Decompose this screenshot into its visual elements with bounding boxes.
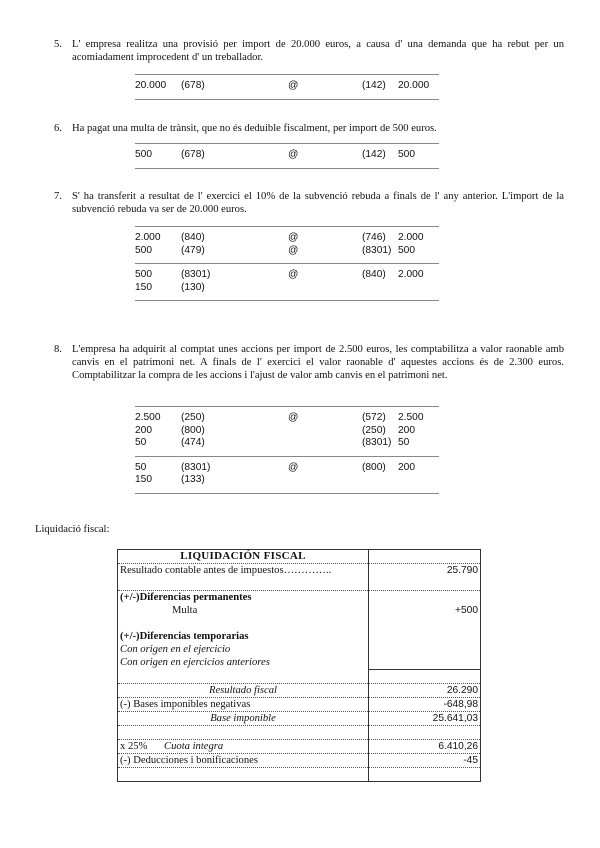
debit-amount: 500 bbox=[135, 244, 152, 256]
row-value: -45 bbox=[369, 753, 481, 767]
debit-account: (678) bbox=[181, 80, 205, 91]
row-label: Resultado contable antes de impuestos………….. bbox=[118, 564, 369, 591]
entry-row bbox=[135, 149, 439, 162]
row-label: (+/-)Diferencias permanentes bbox=[120, 592, 252, 603]
table-row bbox=[118, 767, 481, 781]
debit-account: (840) bbox=[181, 232, 205, 243]
table-row bbox=[118, 683, 481, 697]
debit-amount: 50 bbox=[135, 437, 147, 448]
entry-row bbox=[135, 245, 439, 258]
debit-account: (8301) bbox=[181, 269, 211, 280]
row-value: -648,98 bbox=[369, 697, 481, 711]
debit-amount: 200 bbox=[135, 424, 152, 436]
table-row bbox=[118, 591, 481, 670]
row-value: 6.410,26 bbox=[369, 739, 481, 753]
credit-amount: 500 bbox=[398, 244, 415, 256]
debit-account: (800) bbox=[181, 424, 205, 436]
debit-account: (474) bbox=[181, 437, 205, 448]
debit-amount: 2.000 bbox=[135, 232, 161, 243]
divider bbox=[135, 493, 439, 494]
entry-row bbox=[135, 282, 439, 295]
entry-row bbox=[135, 437, 439, 450]
credit-account: (746) bbox=[362, 232, 386, 243]
item-text: Ha pagat una multa de trànsit, que no és deduible fiscalment, per import de 500 euros. bbox=[72, 123, 437, 134]
debit-amount: 150 bbox=[135, 281, 152, 293]
table-row bbox=[118, 711, 481, 725]
item-number: 5. bbox=[54, 39, 62, 50]
credit-account: (250) bbox=[362, 424, 386, 436]
row-sublabel: Con origen en el ejercicio bbox=[120, 644, 231, 655]
entry-row bbox=[135, 412, 439, 425]
at-separator: @ bbox=[288, 80, 299, 91]
table-row bbox=[118, 564, 481, 591]
credit-amount: 500 bbox=[398, 149, 415, 160]
item-text: S' ha transferit a resultat de l' exercici el 10% de la subvenció rebuda a finals de l' any anterior. L'import de la subvenció rebuda va ser de 20.000 euros. bbox=[72, 191, 564, 215]
journal-entry-6 bbox=[135, 143, 439, 169]
item-number: 6. bbox=[54, 123, 62, 134]
debit-account: (130) bbox=[181, 281, 205, 293]
table-row bbox=[118, 550, 481, 564]
table-row bbox=[118, 739, 481, 753]
at-separator: @ bbox=[288, 244, 299, 256]
entry-row bbox=[135, 462, 439, 475]
journal-entry-8 bbox=[135, 406, 439, 494]
divider bbox=[135, 99, 439, 100]
credit-amount: 200 bbox=[398, 461, 415, 473]
row-label: Resultado fiscal bbox=[118, 683, 369, 697]
table-row bbox=[118, 725, 481, 739]
debit-amount: 50 bbox=[135, 461, 147, 473]
at-separator: @ bbox=[288, 461, 299, 473]
credit-account: (142) bbox=[362, 149, 386, 160]
debit-amount: 500 bbox=[135, 149, 152, 160]
item-text: L'empresa ha adquirit al comptat unes accions per import de 2.500 euros, les comptabilitza a valor raonable amb canvis en el patrimoni net. A finals de l' exercici el valor raonable d' aquestes accions és de 2.300 euros. Comptabilitzar la compra de les accions i l'ajust de valor amb canvis en el patrimoni net. bbox=[72, 344, 564, 381]
row-label: Base imponible bbox=[118, 711, 369, 725]
debit-amount: 20.000 bbox=[135, 80, 167, 91]
table-row bbox=[118, 753, 481, 767]
journal-entry-5 bbox=[135, 74, 439, 100]
exercise-item-6 bbox=[54, 122, 564, 135]
entry-row bbox=[135, 425, 439, 438]
debit-account: (678) bbox=[181, 149, 205, 160]
row-sublabel: Con origen en ejercicios anteriores bbox=[120, 657, 270, 668]
item-number: 7. bbox=[54, 191, 62, 202]
row-sublabel: Multa bbox=[172, 605, 198, 616]
entry-row bbox=[135, 80, 439, 93]
journal-entry-7 bbox=[135, 226, 439, 301]
divider bbox=[135, 300, 439, 301]
credit-amount: 2.000 bbox=[398, 269, 424, 280]
at-separator: @ bbox=[288, 149, 299, 160]
credit-amount: 200 bbox=[398, 424, 415, 436]
divider bbox=[135, 168, 439, 169]
row-value: 25.641,03 bbox=[369, 711, 481, 725]
exercise-item-7 bbox=[54, 190, 564, 216]
credit-account: (8301) bbox=[362, 437, 392, 448]
credit-amount: 2.000 bbox=[398, 232, 424, 243]
row-label: (-) Deducciones i bonificaciones bbox=[118, 753, 369, 767]
credit-account: (572) bbox=[362, 412, 386, 423]
credit-amount: 20.000 bbox=[398, 80, 430, 91]
credit-amount: 2.500 bbox=[398, 412, 424, 423]
credit-account: (142) bbox=[362, 80, 386, 91]
exercise-item-8 bbox=[54, 343, 564, 382]
at-separator: @ bbox=[288, 412, 299, 423]
item-number: 8. bbox=[54, 344, 62, 355]
table-row bbox=[118, 697, 481, 711]
row-label: (+/-)Diferencias temporarias bbox=[120, 631, 249, 642]
table-title: LIQUIDACIÓN FISCAL bbox=[118, 550, 369, 564]
at-separator: @ bbox=[288, 269, 299, 280]
credit-amount: 50 bbox=[398, 437, 410, 448]
row-value: 26.290 bbox=[369, 683, 481, 697]
credit-account: (840) bbox=[362, 269, 386, 280]
exercise-item-5 bbox=[54, 38, 564, 64]
at-separator: @ bbox=[288, 232, 299, 243]
debit-account: (250) bbox=[181, 412, 205, 423]
item-text: L' empresa realitza una provisió per import de 20.000 euros, a causa d' una demanda que ha rebut per un acomiadament improcedent d' un treballador. bbox=[72, 39, 564, 63]
rate-prefix: x 25% bbox=[120, 740, 148, 752]
debit-amount: 500 bbox=[135, 269, 152, 280]
debit-account: (133) bbox=[181, 474, 205, 485]
section-label: Liquidació fiscal: bbox=[35, 524, 110, 535]
row-label: Cuota integra bbox=[164, 740, 224, 752]
table-row bbox=[118, 669, 481, 683]
row-value: +500 bbox=[369, 591, 481, 670]
entry-row bbox=[135, 269, 439, 282]
entry-row bbox=[135, 474, 439, 487]
debit-amount: 2.500 bbox=[135, 412, 161, 423]
tax-settlement-table bbox=[117, 549, 481, 782]
credit-account: (800) bbox=[362, 461, 386, 473]
row-label: (-) Bases imponibles negativas bbox=[118, 697, 369, 711]
debit-amount: 150 bbox=[135, 474, 152, 485]
debit-account: (8301) bbox=[181, 461, 211, 473]
row-value: 25.790 bbox=[369, 564, 481, 591]
credit-account: (8301) bbox=[362, 244, 392, 256]
entry-row bbox=[135, 232, 439, 245]
debit-account: (479) bbox=[181, 244, 205, 256]
